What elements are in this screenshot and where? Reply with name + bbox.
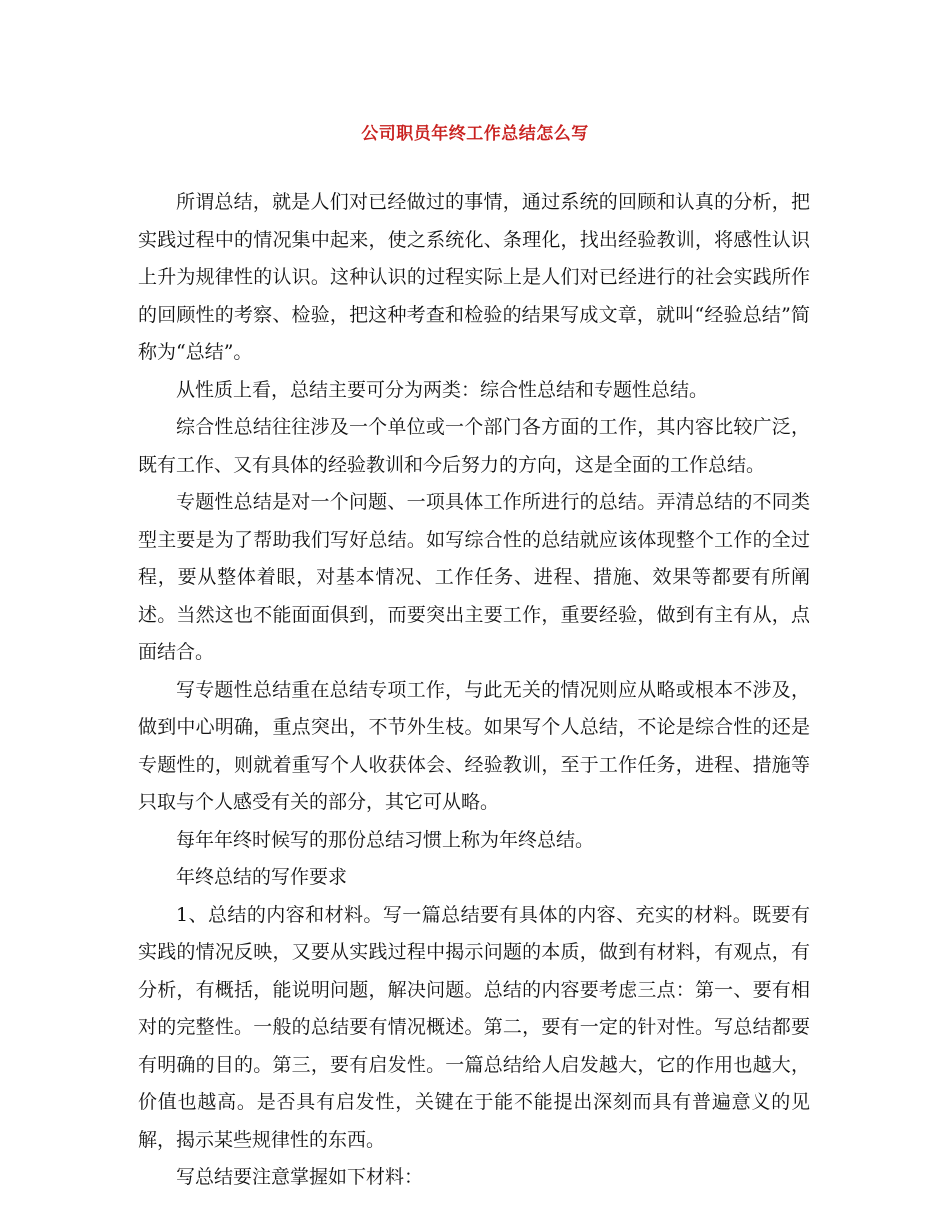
paragraph-thematic-writing: 写专题性总结重在总结专项工作，与此无关的情况则应从略或根本不涉及，做到中心明确，重点突出，不节外生枝。如果写个人总结，不论是综合性的还是专题性的，则就着重写个人收获体会、经验教训，至于工作任务，进程、措施等只取与个人感受有关的部分，其它可从略。	[138, 678, 810, 813]
section-heading-requirements: 年终总结的写作要求	[176, 866, 348, 888]
paragraph-comprehensive: 综合性总结往往涉及一个单位或一个部门各方面的工作，其内容比较广泛，既有工作、又有具体的经验教训和今后努力的方向，这是全面的工作总结。	[138, 416, 810, 476]
paragraph-types: 从性质上看，总结主要可分为两类：综合性总结和专题性总结。	[176, 378, 709, 401]
document-body	[138, 184, 810, 1197]
paragraph-content-materials: 1、总结的内容和材料。写一篇总结要有具体的内容、充实的材料。既要有实践的情况反映，又要从实践过程中揭示问题的本质，做到有材料，有观点，有分析，有概括，能说明问题，解决问题。总结的内容要考虑三点：第一、要有相对的完整性。一般的总结要有情况概述。第二，要有一定的针对性。写总结都要有明确的目的。第三，要有启发性。一篇总结给人启发越大，它的作用也越大，价值也越高。是否具有启发性，关键在于能不能提出深刻而具有普遍意义的见解，揭示某些规律性的东西。	[138, 903, 810, 1151]
paragraph-materials-intro: 写总结要注意掌握如下材料：	[176, 1166, 424, 1188]
document-title: 公司职员年终工作总结怎么写	[361, 124, 589, 144]
paragraph-thematic: 专题性总结是对一个问题、一项具体工作所进行的总结。弄清总结的不同类型主要是为了帮助我们写好总结。如写综合性的总结就应该体现整个工作的全过程，要从整体着眼，对基本情况、工作任务、进程、措施、效果等都要有所阐述。当然这也不能面面俱到，而要突出主要工作，重要经验，做到有主有从，点面结合。	[138, 491, 810, 663]
paragraph-year-end: 每年年终时候写的那份总结习惯上称为年终总结。	[176, 828, 595, 851]
paragraph-definition: 所谓总结，就是人们对已经做过的事情，通过系统的回顾和认真的分析，把实践过程中的情况集中起来，使之系统化、条理化，找出经验教训，将感性认识上升为规律性的认识。这种认识的过程实际上是人们对已经进行的社会实践所作的回顾性的考察、检验，把这种考查和检验的结果写成文章，就叫“经验总结”简称为“总结”。	[138, 191, 810, 363]
